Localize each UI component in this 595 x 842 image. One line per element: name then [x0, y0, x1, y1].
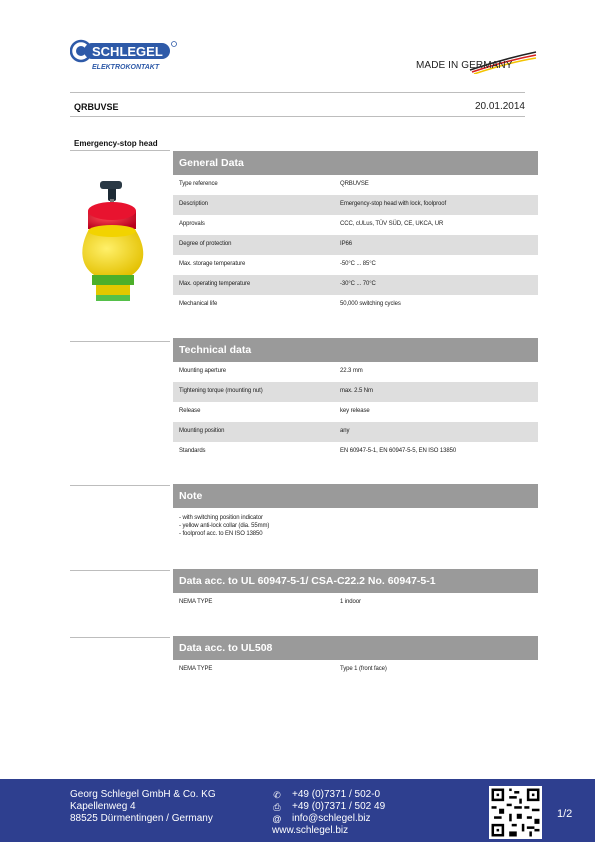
- document-date: 20.01.2014: [474, 101, 525, 112]
- made-in-label: MADE IN GERMANY: [416, 60, 513, 71]
- general-row: Max. storage temperature -50°C ... 85°C: [179, 261, 376, 267]
- technical-row: Tightening torque (mounting nut) max. 2.5 Nm: [173, 382, 538, 402]
- section-ul508-title: Data acc. to UL508: [173, 636, 538, 660]
- general-row: Description Emergency-stop head with lock, foolproof: [173, 195, 538, 215]
- general-row: Mechanical life 50,000 switching cycles: [179, 301, 401, 307]
- emergency-stop-product-image: [74, 181, 162, 313]
- section-note-title: Note: [173, 484, 538, 508]
- ul60947-row: NEMA TYPE 1 indoor: [179, 599, 361, 605]
- footer-fax: +49 (0)7371 / 502 49: [292, 801, 386, 812]
- note-line: - yellow anti-lock collar (dia. 55mm): [179, 523, 270, 529]
- footer-website[interactable]: www.schlegel.biz: [272, 825, 349, 836]
- section-separator: [70, 637, 170, 638]
- phone-icon: ✆: [273, 790, 281, 800]
- section-separator: [70, 341, 170, 342]
- footer-phone[interactable]: +49 (0)7371 / 502-0: [292, 789, 381, 800]
- at-icon: @: [272, 814, 282, 824]
- general-row: Approvals CCC, cULus, TÜV SÜD, CE, UKCA, UR: [179, 221, 444, 227]
- logo-sub: ELEKTROKONTAKT: [92, 64, 160, 71]
- note-line: - foolproof acc. to EN ISO 13850: [179, 531, 263, 537]
- logo-brand: SCHLEGEL: [92, 44, 163, 59]
- section-general-title: General Data: [173, 151, 538, 175]
- fax-icon: ⎙: [273, 802, 281, 812]
- section-separator: [70, 150, 170, 151]
- technical-row: Mounting position any: [173, 422, 538, 442]
- section-technical-title: Technical data: [173, 338, 538, 362]
- schlegel-logo: [70, 38, 180, 72]
- technical-row: Mounting aperture 22.3 mm: [179, 368, 363, 374]
- article-number: QRBUVSE: [74, 102, 119, 112]
- general-row: Max. operating temperature -30°C ... 70°C: [173, 275, 538, 295]
- header-divider-bottom: [70, 116, 525, 117]
- qr-code-icon[interactable]: [489, 786, 542, 839]
- page-number: 1/2: [557, 808, 573, 820]
- technical-row: Release key release: [179, 408, 370, 414]
- footer-company: Georg Schlegel GmbH & Co. KG: [70, 789, 216, 800]
- general-row: Degree of protection IP66: [173, 235, 538, 255]
- ul508-row: NEMA TYPE Type 1 (front face): [179, 666, 387, 672]
- general-row: Type reference QRBUVSE: [179, 181, 369, 187]
- note-line: - with switching position indicator: [179, 515, 263, 521]
- footer-street: Kapellenweg 4: [70, 801, 136, 812]
- footer-city: 88525 Dürmentingen / Germany: [70, 813, 213, 824]
- section-separator: [70, 485, 170, 486]
- technical-row: Standards EN 60947-5-1, EN 60947-5-5, EN ISO 13850: [179, 448, 457, 454]
- footer-email[interactable]: info@schlegel.biz: [292, 813, 371, 824]
- header-divider: [70, 92, 525, 93]
- section-separator: [70, 570, 170, 571]
- section-ul60947-title: Data acc. to UL 60947-5-1/ CSA-C22.2 No. 60947-5-1: [173, 569, 538, 593]
- product-title: Emergency-stop head: [74, 139, 158, 148]
